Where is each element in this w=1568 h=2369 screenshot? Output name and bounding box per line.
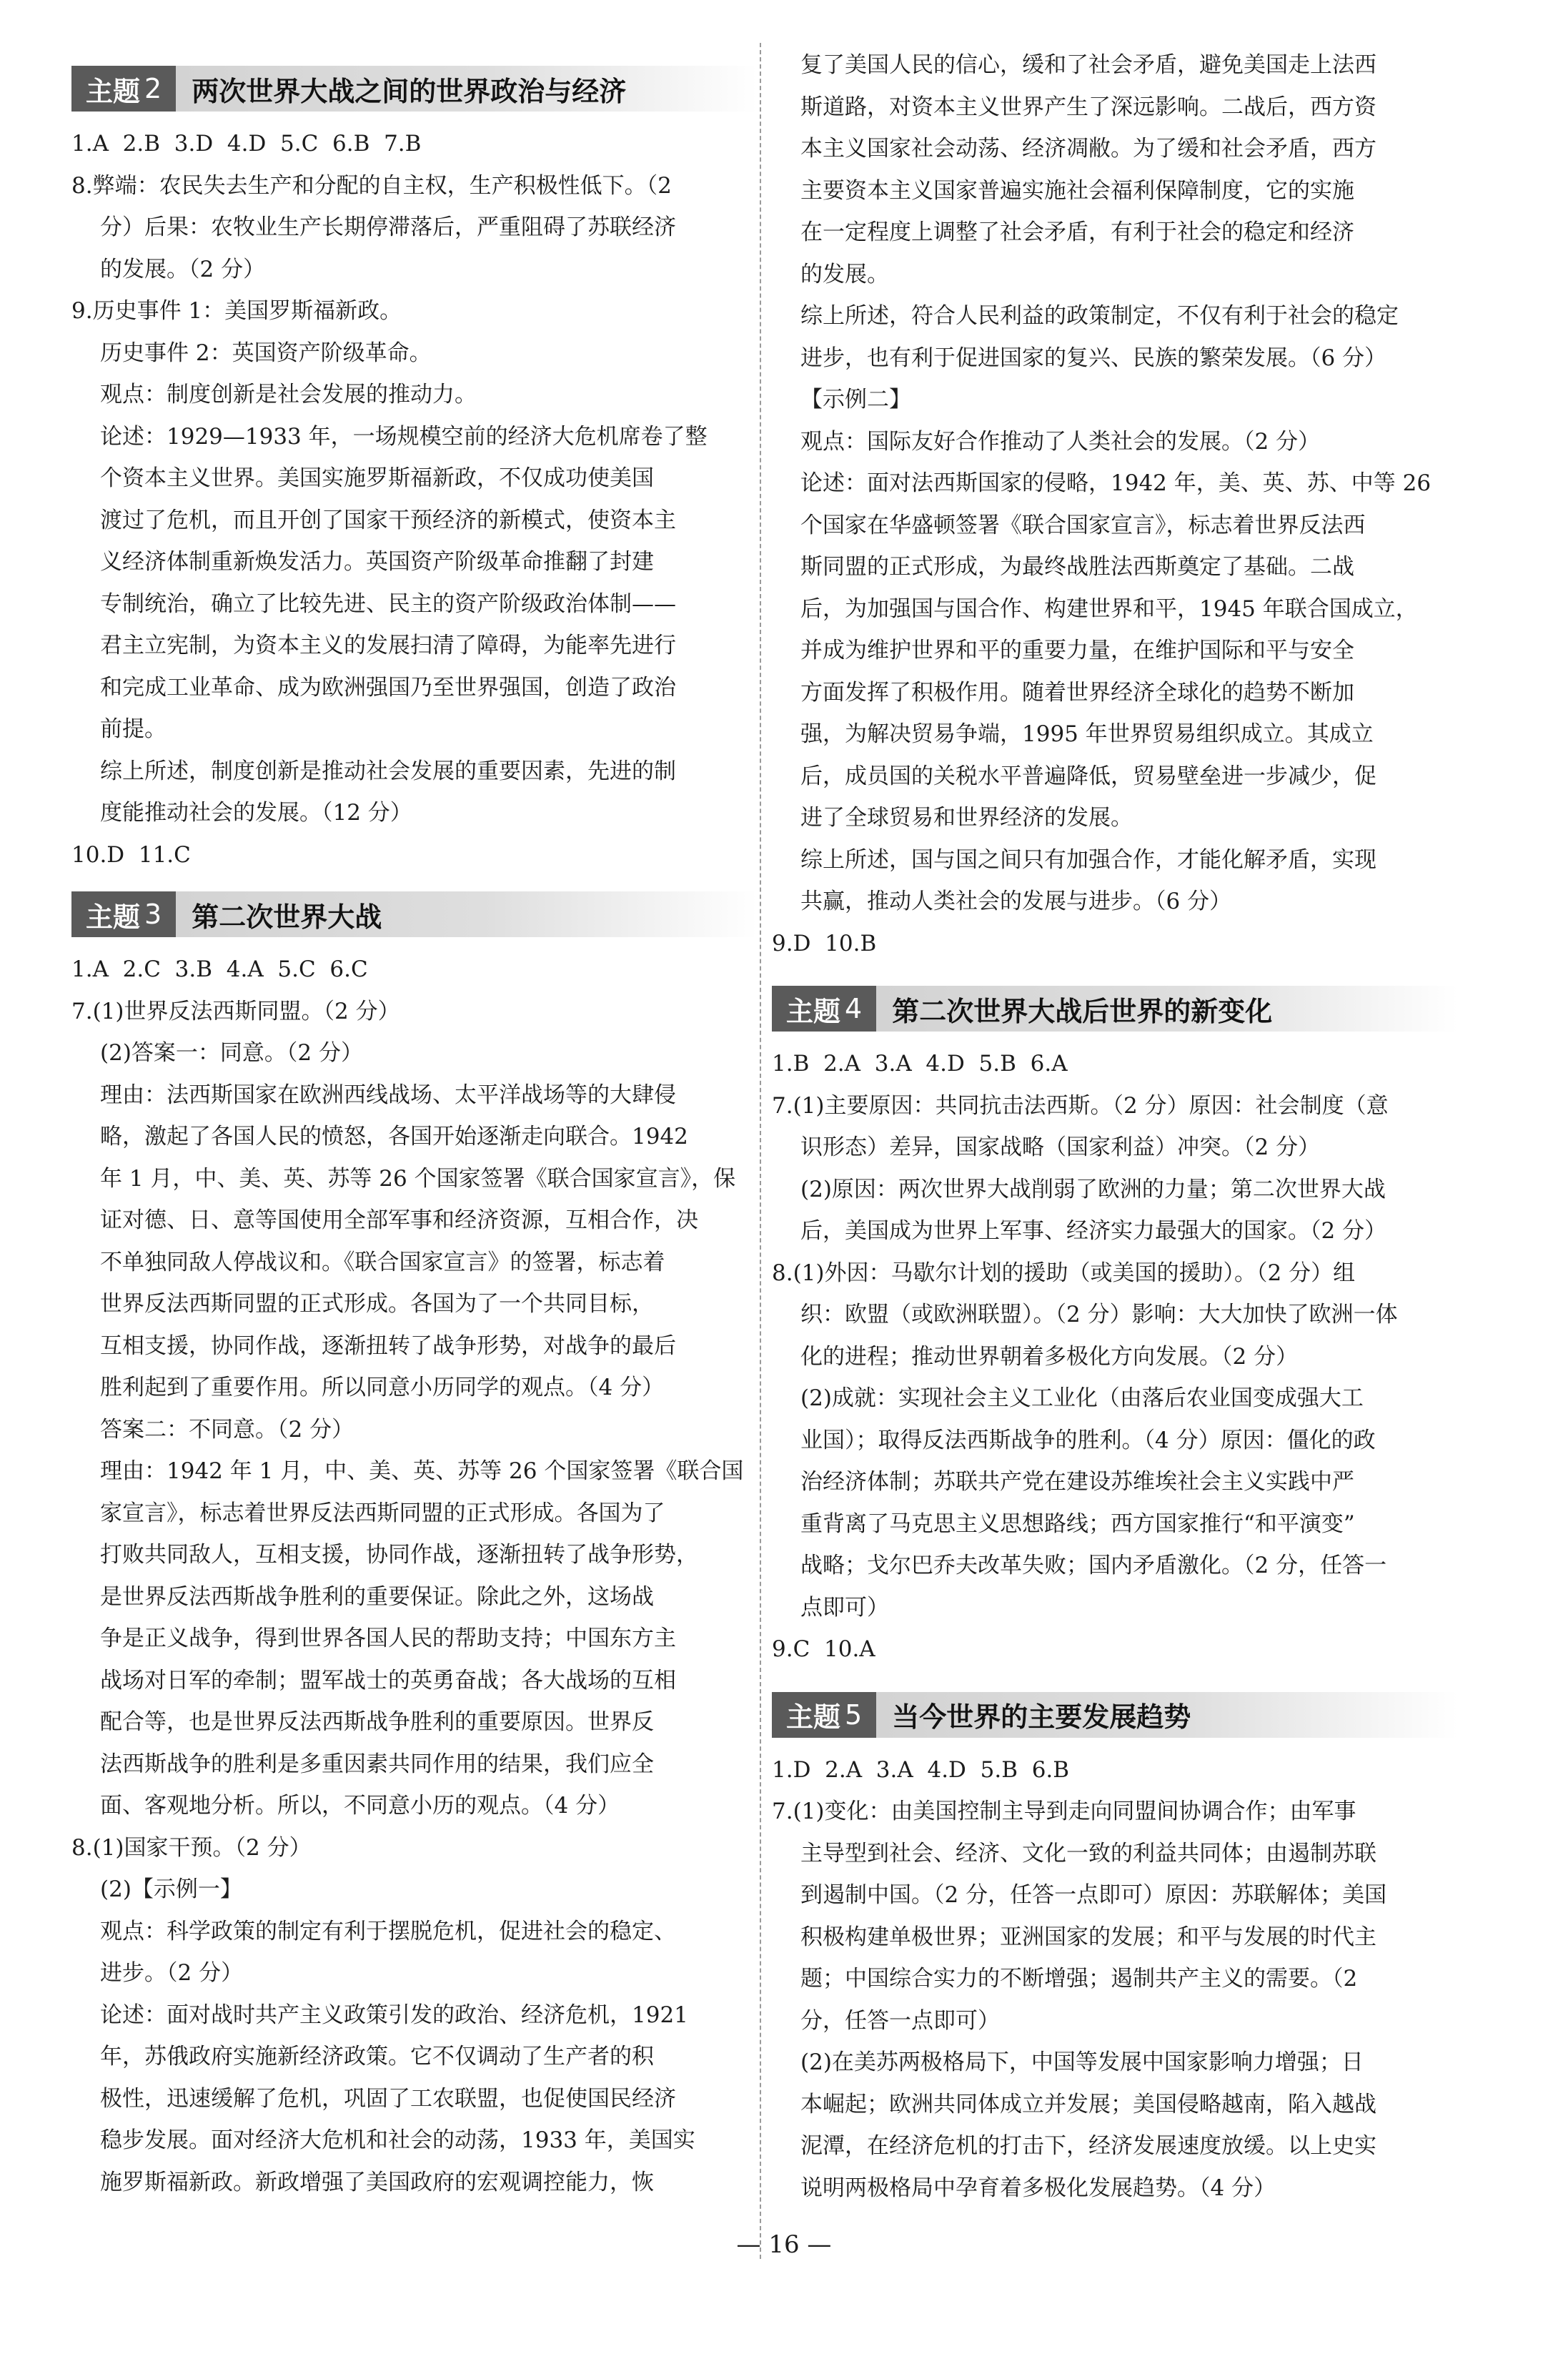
answer-line: 和完成工业革命、成为欧洲强国乃至世界强国，创造了政治 <box>100 674 676 701</box>
answer-line: 10.D 11.C <box>71 841 191 868</box>
answer-line: 施罗斯福新政。新政增强了美国政府的宏观调控能力，恢 <box>100 2169 654 2195</box>
answer-line: 9.D 10.B <box>772 930 877 956</box>
answer-line: 胜利起到了重要作用。所以同意小历同学的观点。（4 分） <box>100 1375 665 1400</box>
answer-line: 1.D 2.A 3.A 4.D 5.B 6.B <box>772 1756 1070 1783</box>
right-column <box>772 44 1458 2209</box>
answer-line: 综上所述，制度创新是推动社会发展的重要因素，先进的制 <box>100 758 676 784</box>
left-column <box>71 57 758 2203</box>
answer-line: 前提。 <box>100 716 167 742</box>
answer-line: 斯道路，对资本主义世界产生了深远影响。二战后，西方资 <box>800 94 1376 120</box>
answer-line: 7.(1)世界反法西斯同盟。（2 分） <box>71 998 400 1024</box>
answer-line: 个资本主义世界。美国实施罗斯福新政，不仅成功使美国 <box>100 465 654 491</box>
answer-line: 面、客观地分析。所以，不同意小历的观点。（4 分） <box>100 1793 620 1819</box>
answer-line: 8.弊端：农民失去生产和分配的自主权，生产积极性低下。（2 <box>71 172 672 199</box>
answer-line: 重背离了马克思主义思想路线；西方国家推行“和平演变” <box>800 1510 1355 1537</box>
answer-line: 方面发挥了积极作用。随着世界经济全球化的趋势不断加 <box>800 679 1354 706</box>
answer-line: 7.(1)主要原因：共同抗击法西斯。（2 分）原因：社会制度（意 <box>772 1092 1389 1119</box>
section-tag: 主题 2 <box>71 66 176 112</box>
answer-line: 答案二：不同意。（2 分） <box>100 1416 354 1443</box>
answer-line: 分）后果：农牧业生产长期停滞落后，严重阻碍了苏联经济 <box>100 214 676 240</box>
section-4-body <box>772 1043 1458 1671</box>
answer-line: 化的进程；推动世界朝着多极化方向发展。（2 分） <box>800 1343 1299 1370</box>
answer-line: 强，为解决贸易争端，1995 年世界贸易组织成立。其成立 <box>800 721 1374 747</box>
answer-line: 年 1 月，中、美、英、苏等 26 个国家签署《联合国家宣言》，保 <box>100 1165 736 1192</box>
answer-line: 主导型到社会、经济、文化一致的利益共同体；由遏制苏联 <box>800 1840 1376 1866</box>
answer-line: 进步。（2 分） <box>100 1960 244 1986</box>
answer-line: 个国家在华盛顿签署《联合国家宣言》，标志着世界反法西 <box>800 512 1366 538</box>
answer-line: 分，任答一点即可） <box>800 2007 1000 2034</box>
answer-line: 论述：1929—1933 年，一场规模空前的经济大危机席卷了整 <box>100 423 708 450</box>
answer-line: 积极构建单极世界；亚洲国家的发展；和平与发展的时代主 <box>800 1924 1376 1950</box>
answer-line: (2)成就：实现社会主义工业化（由落后农业国变成强大工 <box>800 1385 1364 1411</box>
answer-line: 说明两极格局中孕育着多极化发展趋势。（4 分） <box>800 2175 1276 2201</box>
answer-line: 配合等，也是世界反法西斯战争胜利的重要原因。世界反 <box>100 1709 654 1735</box>
answer-line: (2)答案一：同意。（2 分） <box>100 1040 363 1066</box>
answer-line: 8.(1)外因：马歇尔计划的援助（或美国的援助）。（2 分）组 <box>772 1260 1356 1286</box>
answer-line: 后，美国成为世界上军事、经济实力最强大的国家。（2 分） <box>800 1218 1387 1244</box>
answer-line: 斯同盟的正式形成，为最终战胜法西斯奠定了基础。二战 <box>800 554 1354 580</box>
section-tag: 主题 4 <box>772 986 876 1032</box>
answer-line: 治经济体制；苏联共产党在建设苏维埃社会主义实践中严 <box>800 1469 1354 1495</box>
answer-line: 后，成员国的关税水平普遍降低，贸易壁垒进一步减少，促 <box>800 763 1376 789</box>
answer-line: 织：欧盟（或欧洲联盟）。（2 分）影响：大大加快了欧洲一体 <box>800 1302 1398 1327</box>
section-title: 两次世界大战之间的世界政治与经济 <box>192 75 627 107</box>
answer-line: 论述：面对战时共产主义政策引发的政治、经济危机，1921 <box>100 2002 688 2028</box>
answer-line: 稳步发展。面对经济大危机和社会的动荡，1933 年，美国实 <box>100 2127 695 2153</box>
answer-line: 复了美国人民的信心，缓和了社会矛盾，避免美国走上法西 <box>800 52 1376 78</box>
section-header-4 <box>772 986 1458 1032</box>
answer-line: 8.(1)国家干预。（2 分） <box>71 1834 312 1861</box>
section-tag: 主题 5 <box>772 1692 876 1738</box>
answer-line: 1.B 2.A 3.A 4.D 5.B 6.A <box>772 1051 1068 1077</box>
answer-line: 极性，迅速缓解了危机，巩固了工农联盟，也促使国民经济 <box>100 2085 676 2112</box>
answer-line: 观点：国际友好合作推动了人类社会的发展。（2 分） <box>800 428 1321 455</box>
answer-line: 世界反法西斯同盟的正式形成。各国为了一个共同目标， <box>100 1291 654 1317</box>
continued-body <box>772 44 1458 964</box>
answer-line: 主要资本主义国家普遍实施社会福利保障制度，它的实施 <box>800 177 1354 204</box>
answer-line: 7.(1)变化：由美国控制主导到走向同盟间协调合作；由军事 <box>772 1799 1356 1824</box>
answer-line: 战场对日军的牵制；盟军战士的英勇奋战；各大战场的互相 <box>100 1667 676 1693</box>
answer-line: 共赢，推动人类社会的发展与进步。（6 分） <box>800 889 1232 914</box>
answer-line: 专制统治，确立了比较先进、民主的资产阶级政治体制—— <box>100 590 676 617</box>
answer-line: 的发展。（2 分） <box>100 256 266 282</box>
answer-line: 1.A 2.C 3.B 4.A 5.C 6.C <box>71 956 368 982</box>
section-title: 第二次世界大战 <box>192 901 382 933</box>
answer-line: 在一定程度上调整了社会矛盾，有利于社会的稳定和经济 <box>800 219 1354 245</box>
answer-line: 综上所述，符合人民利益的政策制定，不仅有利于社会的稳定 <box>800 303 1399 329</box>
section-2-body <box>71 123 758 876</box>
answer-line: 战略；戈尔巴乔夫改革失败；国内矛盾激化。（2 分，任答一 <box>800 1553 1387 1578</box>
section-title: 当今世界的主要发展趋势 <box>892 1701 1191 1733</box>
answer-line: 论述：面对法西斯国家的侵略，1942 年，美、英、苏、中等 26 <box>800 470 1431 496</box>
answer-line: 略，激起了各国人民的愤怒，各国开始逐渐走向联合。1942 <box>100 1124 688 1149</box>
section-5-body <box>772 1749 1458 2210</box>
section-header-2 <box>71 66 758 112</box>
answer-line: 后，为加强国与国合作、构建世界和平，1945 年联合国成立， <box>800 595 1418 622</box>
column-divider <box>760 43 761 2259</box>
answer-line: 进步，也有利于促进国家的复兴、民族的繁荣发展。（6 分） <box>800 345 1387 371</box>
answer-line: 年，苏俄政府实施新经济政策。它不仅调动了生产者的积 <box>100 2044 654 2069</box>
answer-line: 识形态）差异，国家战略（国家利益）冲突。（2 分） <box>800 1134 1321 1160</box>
answer-line: 互相支援，协同作战，逐渐扭转了战争形势，对战争的最后 <box>100 1332 676 1359</box>
answer-line: 本崛起；欧洲共同体成立并发展；美国侵略越南，陷入越战 <box>800 2091 1376 2117</box>
answer-line: 9.C 10.A <box>772 1636 875 1662</box>
page-number: — 16 — <box>736 2230 832 2259</box>
answer-line: 打败共同敌人，互相支援，协同作战，逐渐扭转了战争形势， <box>100 1542 698 1568</box>
answer-line: 争是正义战争，得到世界各国人民的帮助支持；中国东方主 <box>100 1626 676 1651</box>
answer-line: 点即可） <box>800 1594 889 1621</box>
answer-line: 不单独同敌人停战议和。《联合国家宣言》的签署，标志着 <box>100 1249 665 1275</box>
section-tag: 主题 3 <box>71 891 176 937</box>
answer-line: 证对德、日、意等国使用全部军事和经济资源，互相合作，决 <box>100 1207 698 1233</box>
answer-line: 泥潭，在经济危机的打击下，经济发展速度放缓。以上史实 <box>800 2133 1376 2159</box>
answer-line: 的发展。 <box>800 261 889 287</box>
section-header-5 <box>772 1692 1458 1738</box>
answer-line: 君主立宪制，为资本主义的发展扫清了障碍，为能率先进行 <box>100 633 676 658</box>
answer-line: 渡过了危机，而且开创了国家干预经济的新模式，使资本主 <box>100 507 676 533</box>
answer-line: 理由：1942 年 1 月，中、美、英、苏等 26 个国家签署《联合国 <box>100 1458 744 1484</box>
answer-line: 法西斯战争的胜利是多重因素共同作用的结果，我们应全 <box>100 1751 654 1777</box>
answer-line: 到遏制中国。（2 分，任答一点即可）原因：苏联解体；美国 <box>800 1882 1387 1908</box>
answer-line: 业国）；取得反法西斯战争的胜利。（4 分）原因：僵化的政 <box>800 1427 1376 1453</box>
answer-line: 观点：制度创新是社会发展的推动力。 <box>100 382 477 407</box>
section-3-body <box>71 949 758 2203</box>
section-title: 第二次世界大战后世界的新变化 <box>892 995 1273 1027</box>
answer-line: 9.历史事件 1：美国罗斯福新政。 <box>71 298 402 324</box>
answer-line: 【示例二】 <box>800 387 911 412</box>
answer-line: 度能推动社会的发展。（12 分） <box>100 800 412 826</box>
answer-line: 观点：科学政策的制定有利于摆脱危机，促进社会的稳定、 <box>100 1918 676 1944</box>
answer-line: 家宣言》，标志着世界反法西斯同盟的正式形成。各国为了 <box>100 1500 665 1526</box>
answer-line: 历史事件 2：英国资产阶级革命。 <box>100 340 432 366</box>
answer-line: 综上所述，国与国之间只有加强合作，才能化解矛盾，实现 <box>800 846 1376 873</box>
answer-line: 并成为维护世界和平的重要力量，在维护国际和平与安全 <box>800 638 1354 663</box>
answer-line: (2)【示例一】 <box>100 1876 242 1902</box>
answer-line: (2)在美苏两极格局下，中国等发展中国家影响力增强；日 <box>800 2049 1364 2075</box>
answer-line: 是世界反法西斯战争胜利的重要保证。除此之外，这场战 <box>100 1583 654 1610</box>
answer-line: (2)原因：两次世界大战削弱了欧洲的力量；第二次世界大战 <box>800 1176 1386 1202</box>
answer-line: 1.A 2.B 3.D 4.D 5.C 6.B 7.B <box>71 131 422 157</box>
section-header-3 <box>71 891 758 937</box>
answer-line: 义经济体制重新焕发活力。英国资产阶级革命推翻了封建 <box>100 549 654 575</box>
answer-line: 本主义国家社会动荡、经济凋敝。为了缓和社会矛盾，西方 <box>800 136 1376 162</box>
answer-line: 进了全球贸易和世界经济的发展。 <box>800 805 1133 831</box>
answer-line: 理由：法西斯国家在欧洲西线战场、太平洋战场等的大肆侵 <box>100 1082 676 1108</box>
answer-line: 题；中国综合实力的不断增强；遏制共产主义的需要。（2 <box>800 1966 1358 1992</box>
